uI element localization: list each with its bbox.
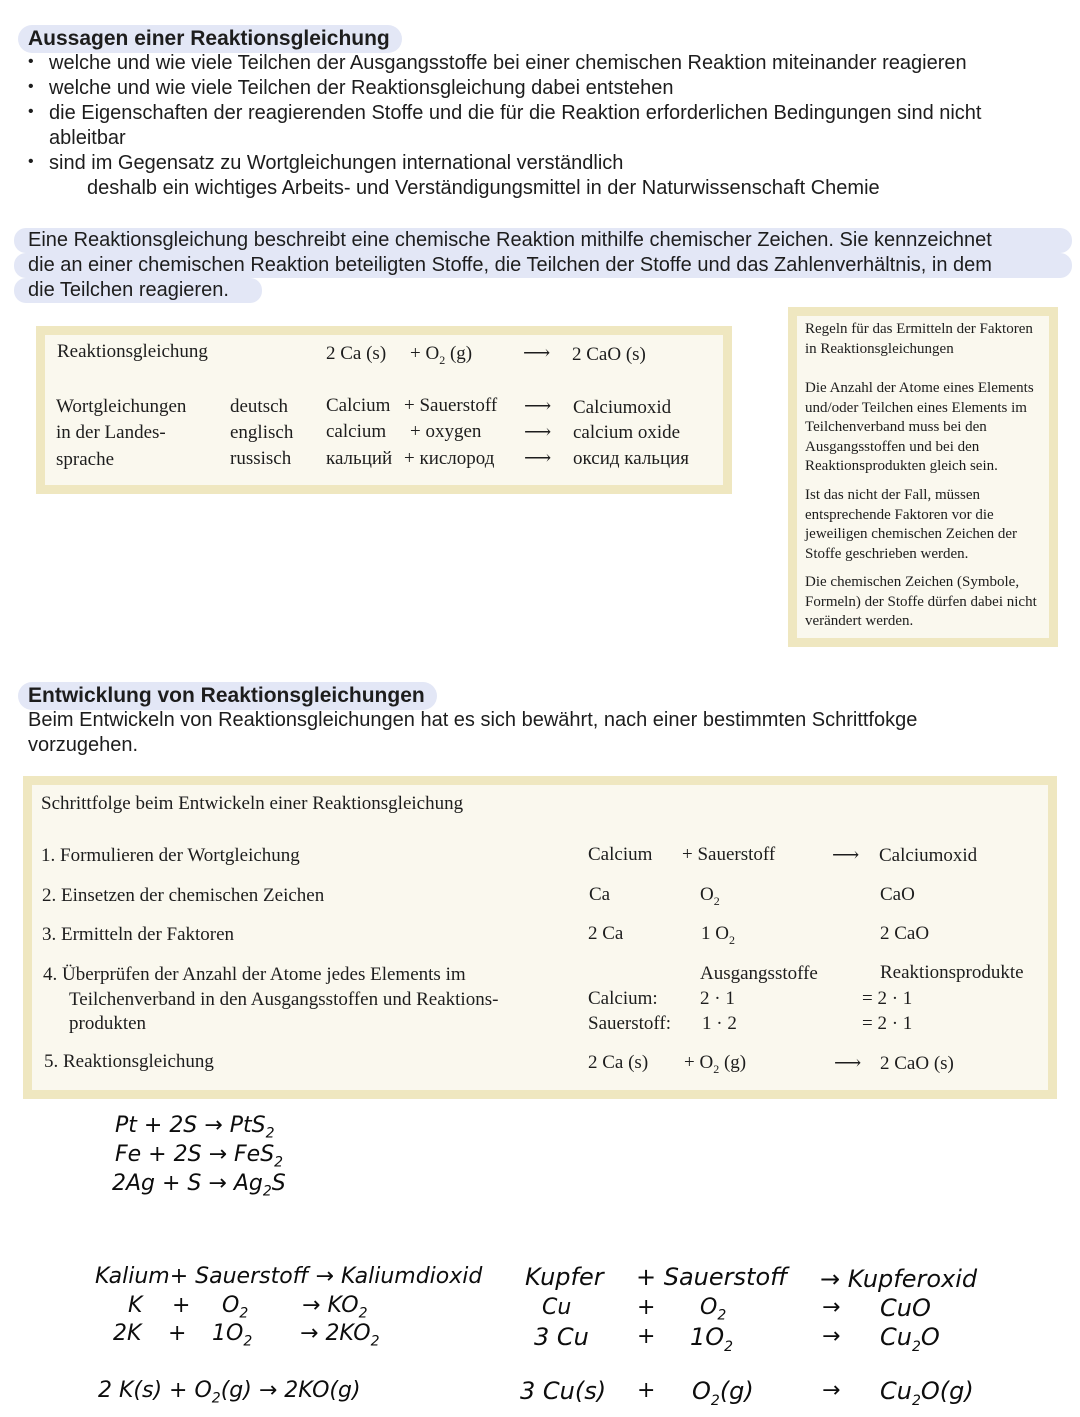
step2-symbol: $O_2$ — [700, 884, 720, 908]
hw-kupfer-header: + Sauerstoff — [636, 1263, 788, 1291]
bullet-dot: • — [28, 103, 34, 120]
intro-text: Beim Entwickeln von Reaktionsgleichungen hat es sich bewährt, nach einer bestimmten Schrittfokge — [28, 709, 918, 731]
section-heading-entwicklung: Entwicklung von Reaktionsgleichungen — [18, 682, 437, 710]
hw-kupfer-final: 3 Cu(s) — [520, 1377, 607, 1405]
col-head-reaktionsprodukte: Reaktionsprodukte — [880, 962, 1024, 983]
step2-symbol: CaO — [880, 884, 915, 905]
hw-kupfer-r1: $O_2$ — [700, 1295, 727, 1324]
hw-plus: + — [637, 1324, 656, 1349]
definition-line: die an einer chemischen Reaktion beteiligten Stoffe, die Teilchen der Stoffe und das Zahlenverhältnis, in dem — [14, 253, 1072, 278]
product: calcium oxide — [573, 422, 681, 443]
bullet-dot: • — [28, 53, 34, 70]
hw-kupfer-r1: Cu — [542, 1295, 572, 1320]
bullet-item-continued: ableitbar — [49, 127, 126, 149]
hw-kalium-r1: K — [128, 1293, 143, 1318]
section-heading-aussagen: Aussagen einer Reaktionsgleichung — [18, 25, 402, 53]
atom-label: Sauerstoff: — [588, 1013, 672, 1034]
hw-kalium-header: Kalium+ Sauerstoff → Kaliumdioxid — [95, 1264, 483, 1289]
hw-equation-pt: Pt + 2S → PtS$_2$ — [115, 1113, 275, 1142]
reactant-1: calcium — [326, 421, 387, 442]
arrow-icon: ⟶ — [524, 422, 552, 443]
step-4-continued: Teilchenverband in den Ausgangsstoffen und Reaktions- — [69, 989, 499, 1010]
step1-reactant-2: + Sauerstoff — [682, 844, 776, 865]
equation-right: 2 CaO (s) — [572, 344, 646, 365]
hw-kalium-r2: $1O_2$ — [212, 1321, 253, 1350]
hw-kupfer-header: → Kupferoxid — [820, 1265, 978, 1293]
hw-kupfer-r2: $Cu_2O$ — [880, 1323, 940, 1355]
arrow-icon: → — [822, 1378, 841, 1403]
arrow-icon: → — [822, 1295, 841, 1320]
language-name: englisch — [230, 422, 294, 443]
product: оксид кальция — [573, 448, 690, 469]
hw-plus: + — [168, 1321, 187, 1346]
atom-count-left: 2 · 1 — [700, 988, 735, 1009]
steps-title: Schrittfolge beim Entwickeln einer Reaktionsgleichung — [41, 793, 464, 814]
step3-factor: 2 Ca — [588, 923, 624, 944]
atom-count-left: 1 · 2 — [702, 1013, 737, 1034]
step-4-continued: produkten — [69, 1013, 147, 1034]
bullet-item: die Eigenschaften der reagierenden Stoffe und die für die Reaktion erforderlichen Bedingungen sind nicht — [49, 102, 982, 124]
step1-reactant-1: Calcium — [588, 844, 653, 865]
row-label-reaktionsgleichung: Reaktionsgleichung — [57, 341, 208, 362]
reactant-1: кальций — [326, 448, 393, 469]
equation-left: 2 Ca (s) — [326, 343, 387, 364]
rules-paragraph: Ist das nicht der Fall, müssen entsprechende Faktoren vor die jeweiligen chemischen Zeichen der Stoffe geschrieben werden. — [805, 487, 1017, 562]
hw-kupfer-r2: $1O_2$ — [690, 1323, 734, 1355]
bullet-item: sind im Gegensatz zu Wortgleichungen international verständlich — [49, 152, 624, 174]
atom-label: Calcium: — [588, 988, 658, 1009]
final-oxygen: + $O_2$ (g) — [684, 1052, 747, 1076]
reactant-2: + Sauerstoff — [404, 395, 498, 416]
bullet-dot: • — [28, 153, 34, 170]
step-1: 1. Formulieren der Wortgleichung — [41, 845, 300, 866]
col-head-ausgangsstoffe: Ausgangsstoffe — [700, 963, 818, 984]
hw-equation-fe: Fe + 2S → FeS$_2$ — [115, 1142, 284, 1171]
hw-equation-ag: $2Ag + S \to Ag_2S$ — [112, 1171, 286, 1200]
step-4: 4. Überprüfen der Anzahl der Atome jedes Elements im — [43, 964, 466, 985]
rules-paragraph: Die Anzahl der Atome eines Elements und/oder Teilchen eines Elements im Teilchenverband muss bei den Ausgangsstoffen und bei den Reaktionsprodukten gleich sein. — [805, 380, 1034, 474]
equation-oxygen: + $O_2$ (g) — [410, 343, 473, 367]
hw-kalium-r2: 2K — [113, 1321, 142, 1346]
arrow-icon: ⟶ — [832, 845, 860, 866]
hw-kupfer-r1: CuO — [880, 1294, 931, 1322]
arrow-icon: ⟶ — [523, 343, 551, 364]
rules-title: Regeln für das Ermitteln der Faktoren in Reaktionsgleichungen — [805, 321, 1033, 357]
intro-text: vorzugehen. — [28, 734, 139, 756]
definition-line: Eine Reaktionsgleichung beschreibt eine chemische Reaktion mithilfe chemischer Zeichen. Sie kennzeichnet — [14, 228, 1072, 253]
atom-count-right: = 2 · 1 — [862, 1013, 913, 1034]
hw-kalium-r1: $O_2$ — [222, 1293, 249, 1322]
step-3: 3. Ermitteln der Faktoren — [42, 924, 235, 945]
final-left: 2 Ca (s) — [588, 1052, 649, 1073]
hw-kupfer-header: Kupfer — [525, 1263, 604, 1291]
bullet-item: welche und wie viele Teilchen der Reaktionsgleichung dabei entstehen — [49, 77, 674, 99]
step2-symbol: Ca — [589, 884, 611, 905]
word-label: Wortgleichungen — [56, 396, 187, 417]
step3-factor: 1 $O_2$ — [701, 923, 735, 947]
hw-kalium-final: 2 $K(s) + O_2(g) \to 2KO(g)$ — [98, 1378, 361, 1407]
hw-kalium-r1: → $KO_2$ — [302, 1293, 368, 1322]
step1-product: Calciumoxid — [879, 845, 978, 866]
bullet-item: welche und wie viele Teilchen der Ausgangsstoffe bei einer chemischen Reaktion miteinander reagieren — [49, 52, 967, 74]
hw-kupfer-final: $O_2(g)$ — [692, 1377, 754, 1409]
word-label: sprache — [56, 449, 115, 470]
atom-count-right: = 2 · 1 — [862, 988, 913, 1009]
language-name: deutsch — [230, 396, 289, 417]
product: Calciumoxid — [573, 397, 672, 418]
step-5: 5. Reaktionsgleichung — [44, 1051, 214, 1072]
hw-kalium-r2: → $2KO_2$ — [300, 1321, 380, 1350]
reactant-2: + кислород — [404, 448, 495, 469]
language-name: russisch — [230, 448, 292, 469]
hw-kupfer-r2: 3 Cu — [534, 1323, 589, 1351]
step-2: 2. Einsetzen der chemischen Zeichen — [42, 885, 325, 906]
bullet-item-continued: deshalb ein wichtiges Arbeits- und Verständigungsmittel in der Naturwissenschaft Chemie — [87, 177, 880, 199]
arrow-icon: ⟶ — [524, 396, 552, 417]
rules-paragraph: Die chemischen Zeichen (Symbole, Formeln) der Stoffe dürfen dabei nicht verändert werden. — [805, 574, 1037, 629]
reactant-2: + oxygen — [410, 421, 482, 442]
arrow-icon: ⟶ — [834, 1053, 862, 1074]
step3-factor: 2 CaO — [880, 923, 930, 944]
final-right: 2 CaO (s) — [880, 1053, 954, 1074]
hw-plus: + — [637, 1378, 656, 1403]
arrow-icon: ⟶ — [524, 448, 552, 469]
bullet-dot: • — [28, 78, 34, 95]
hw-kupfer-final: $Cu_2O(g)$ — [880, 1377, 974, 1409]
definition-line: die Teilchen reagieren. — [14, 278, 262, 303]
hw-plus: + — [637, 1295, 656, 1320]
hw-plus: + — [172, 1293, 191, 1318]
reactant-1: Calcium — [326, 395, 391, 416]
word-label: in der Landes- — [56, 422, 166, 443]
arrow-icon: → — [822, 1324, 841, 1349]
